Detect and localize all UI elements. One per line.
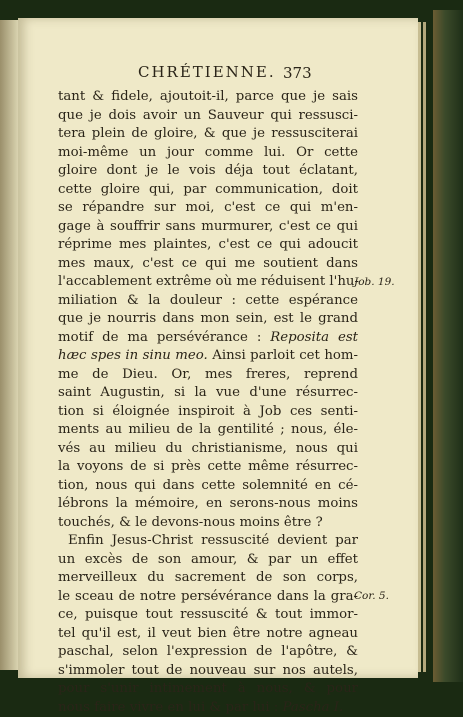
margin-note-job: Job. 19. xyxy=(354,276,395,288)
header-title: CHRÉTIENNE. xyxy=(138,63,276,81)
text-line: mes maux, c'est ce qui me soutient dans xyxy=(58,255,358,274)
text-line: tel qu'il est, il veut bien être notre agneau xyxy=(58,625,358,644)
book-cover-edge xyxy=(433,10,463,682)
text-line: saint Augustin, si la vue d'une résurrec- xyxy=(58,384,358,403)
text-line: que je nourris dans mon sein, est le grand xyxy=(58,310,358,329)
text-line: pour s'unir intimement à nous, & pour xyxy=(58,680,358,699)
text-line: me de Dieu. Or, mes freres, reprend xyxy=(58,366,358,385)
page-number: 373 xyxy=(283,64,312,82)
text-line: Enfin Jesus-Christ ressuscité devient par xyxy=(58,532,358,551)
left-page-edge xyxy=(0,20,18,670)
text-line: moi-même un jour comme lui. Or cette xyxy=(58,144,358,163)
text-line: ce, puisque tout ressuscité & tout immor- xyxy=(58,606,358,625)
text-line: tion si éloignée inspiroit à Job ces senti- xyxy=(58,403,358,422)
text-line: vés au milieu du christianisme, nous qui xyxy=(58,440,358,459)
text-line: que je dois avoir un Sauveur qui ressusci- xyxy=(58,107,358,126)
running-header xyxy=(138,63,368,81)
text-line: s'immoler tout de nouveau sur nos autels, xyxy=(58,662,358,681)
text-line: gage à souffrir sans murmurer, c'est ce qui xyxy=(58,218,358,237)
text-line: réprime mes plaintes, c'est ce qui adoucit xyxy=(58,236,358,255)
text-line: nous faire vivre en lui & par lui : Pascha I. xyxy=(58,699,358,717)
text-line: ments au milieu de la gentilité ; nous, éle- xyxy=(58,421,358,440)
text-line: merveilleux du sacrement de son corps, xyxy=(58,569,358,588)
text-line: touchés, & le devons-nous moins être ? xyxy=(58,514,358,533)
text-line: un excès de son amour, & par un effet xyxy=(58,551,358,570)
text-line: motif de ma persévérance : Reposita est xyxy=(58,329,358,348)
page-edge xyxy=(423,22,426,672)
body-text xyxy=(58,88,358,717)
text-line: se répandre sur moi, c'est ce qui m'en- xyxy=(58,199,358,218)
margin-note-cor: Cor. 5. xyxy=(354,590,389,602)
book-page xyxy=(18,18,418,678)
page-edge xyxy=(418,22,421,672)
text-line: miliation & la douleur : cette espérance xyxy=(58,292,358,311)
text-line: paschal, selon l'expression de l'apôtre, & xyxy=(58,643,358,662)
text-line: gloire dont je le vois déja tout éclatant, xyxy=(58,162,358,181)
text-line: tion, nous qui dans cette solemnité en cé- xyxy=(58,477,358,496)
latin-quote: Pascha I. xyxy=(283,700,344,715)
text-line: hæc spes in sinu meo. Ainsi parloit cet hom- xyxy=(58,347,358,366)
latin-quote: hæc spes in sinu meo. xyxy=(58,348,208,363)
text-line: cette gloire qui, par communication, doit xyxy=(58,181,358,200)
text-line: l'accablement extrême où me réduisent l'hu- xyxy=(58,273,358,292)
text-line: tera plein de gloire, & que je ressusciterai xyxy=(58,125,358,144)
text-line: le sceau de notre persévérance dans la gra- xyxy=(58,588,358,607)
text-line: lébrons la mémoire, en serons-nous moins xyxy=(58,495,358,514)
text-line: la voyons de si près cette même résurrec- xyxy=(58,458,358,477)
text-line: tant & fidele, ajoutoit-il, parce que je sais xyxy=(58,88,358,107)
latin-quote: Reposita est xyxy=(270,330,358,345)
